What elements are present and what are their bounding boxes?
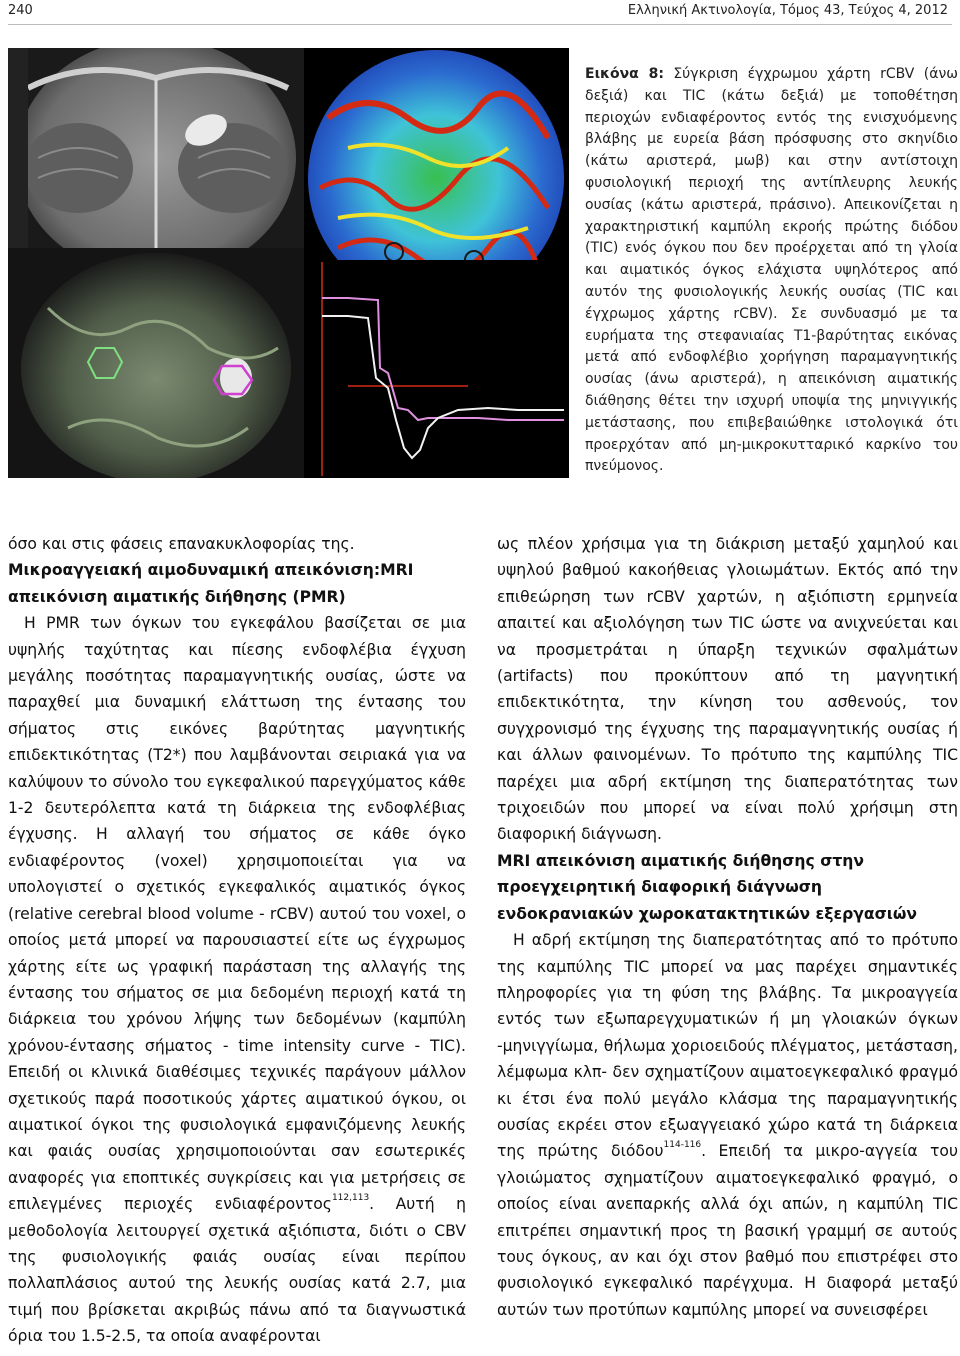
left-paragraph-1-cont: . Αυτή η μεθοδολογία λειτουργεί σχετικά αξιόπιστα, διότι ο CBV της φυσιολογικής φαιάς ουσίας είναι περίπου πολλαπλάσιος αυτού της λευκής ουσίας κατά 2.7, μια τιμή που βρίσκεται ακριβώς πάνω από τα διαγνωστικά όρια του 1.5-2.5, τα οποία αναφέρονται [8,1195,466,1346]
figure-8-image [8,48,569,478]
coronal-t1-panel [8,48,304,278]
right-paragraph-2-text: Η αδρή εκτίμηση της διαπερατότητας από το πρότυπο της καμπύλης TIC μπορεί να μας παρέχει σημαντικές πληροφορίες για τη φύση της βλάβης. Τα μικροαγγεία εντός των εξωπαρεγχυματικών ή μη γλοιακών όγκων -μηνιγγίωμα, θήλωμα χοριοειδούς πλέγματος, μετάσταση, λέμφωμα κλπ- δεν σχηματίζουν αιματοεγκεφαλικό φραγμό κι έτσι ένα πολύ μεγάλο κλάσμα της παραμαγνητικής ουσίας εκρέει στον εξωαγγειακό χώρο κατά τη διάρκεια της πρώτης διόδου [497,931,958,1161]
caption-label: Εικόνα 8: [585,66,664,82]
reference-114-116: 114-116 [663,1140,702,1151]
reference-112-113: 112,113 [331,1193,370,1204]
page-header [0,0,960,26]
right-paragraph-2 [497,927,958,1323]
section-heading-pmr: Μικροαγγειακή αιμοδυναμική απεικόνιση:MRI απεικόνιση αιματικής διήθησης (PMR) [8,561,414,606]
figure-caption [585,64,958,478]
journal-citation: Ελληνική Ακτινολογία, Τόμος 43, Τεύχος 4, 2012 [627,3,948,18]
page-number: 240 [8,3,33,18]
left-paragraph-1-text: Η PMR των όγκων του εγκεφάλου βασίζεται σε μια υψηλής ταχύτητας και πίεσης ενδοφλέβια έγχυση μεγάλης ποσότητας παραμαγνητικής ουσίας, ώστε να παραχθεί μια δυναμική ελάττωση της έντασης του σήματος στις εικόνες βαρύτητας μαγνητικής επιδεκτικότητας (T2*) που λαμβάνονται σειριακά για να καλύψουν το σύνολο του εγκεφαλικού παρεγχύματος κάθε 1-2 δευτερόλεπτα κατά τη διάρκεια της ενδοφλέβιας έγχυσης. Η αλλαγή του σήματος σε κάθε όγκο ενδιαφέροντος (voxel) χρησιμοποιείται για να υπολογιστεί ο σχετικός εγκεφαλικός αιματικός όγκος (relative cerebral blood volume - rCBV) αυτού του voxel, ο οποίος μετά μπορεί να παρουσιαστεί είτε ως έγχρωμος χάρτης είτε ως γραφική παράσταση της αλλαγής της έντασης του σήματος σε μια δεδομένη περιοχή κατά τη διάρκεια του χρόνου λήψης των δεδομένων (καμπύλη χρόνου-έντασης σήματος - time intensity curve - TIC). Επειδή οι κλινικά διαθέσιμες τεχνικές παράγουν μάλλον σχετικούς παρά ποσοτικούς χάρτες αιματικού όγκου, οι αιματικοί όγκοι της φυσιολογικά εμφανιζόμενης λευκής και φαιάς ουσίας χρησιμοποιούνται σαν εσωτερικές αναφορές για εποπτικές συγκρίσεις και για μετρήσεις σε επιλεγμένες περιοχές ενδιαφέροντος [8,614,466,1214]
left-intro: όσο και στις φάσεις επανακυκλοφορίας της. [8,535,355,553]
axial-roi-panel [8,248,304,478]
left-paragraph-1 [8,610,466,1349]
figure-8-composite [8,48,569,478]
header-rule [8,24,952,25]
right-paragraph-1: ως πλέον χρήσιμα για τη διάκριση μεταξύ χαμηλού και υψηλού βαθμού κακοήθειας γλοιωμάτων. Εκτός από την επιθεώρηση των rCBV χαρτών, η αξιόπιστη ερμηνεία απαιτεί και αξιολόγηση των TIC ώστε να ανιχνεύεται και να προσμετράται η ύπαρξη τεχνικών σφαλμάτων (artifacts) που προκύπτουν από τη μαγνητική επιδεκτικότητα, την κίνηση του ασθενούς, τον συγχρονισμό της έγχυσης της παραμαγνητικής ουσίας ή και άλλων φαινομένων. Το πρότυπο της καμπύλης TIC παρέχει μια αδρή εκτίμηση της διαπερατότητας των τριχοειδών που μπορεί να είναι πολύ χρήσιμη στη διαφορική διάγνωση. [497,535,958,844]
left-column [8,531,466,1350]
right-paragraph-2-cont: . Επειδή τα μικρο-αγγεία του γλοιώματος σχηματίζουν αιματοεγκεφαλικό φραγμό, ο οποίος είναι ανεπαρκής αλλά όχι απών, η καμπύλη TIC επιτρέπει σημαντική προς τη βασική γραμμή σε αυτούς τους όγκους, αν και όχι στον βαθμό που επιστρέφει στο φυσιολογικό εγκεφαλικό παρέγχυμα. Η διαφορά μεταξύ αυτών των προτύπων καμπύλης μπορεί να συνεισφέρει [497,1142,958,1319]
caption-text: Σύγκριση έγχρωμου χάρτη rCBV (άνω δεξιά) και TIC (κάτω δεξιά) με τοποθέτηση περιοχών ενδιαφέροντος εντός της ενισχυόμενης βλάβης με ευρεία βάση πρόσφυσης στο σκηνίδιο (κάτω αριστερά, μωβ) και στην αντίστοιχη φυσιολογική περιοχή της αντίπλευρης λευκής ουσίας (κάτω αριστερά, πράσινο). Απεικονίζεται η χαρακτηριστική καμπύλη εκροής πρώτης διόδου (TIC) ενός όγκου που δεν προέρχεται από τη γλοία και αιματικός όγκος ελάχιστα υψηλότερος από αυτόν της φυσιολογικής λευκής ουσίας (TIC και έγχρωμος χάρτης rCBV). Σε συνδυασμό με τα ευρήματα της στεφανιαίας T1-βαρύτητας εικόνας μετά από ενδοφλέβιο χορήγηση παραμαγνητικής ουσίας (άνω αριστερά), η απεικόνιση αιματικής διάθησης θέτει την ισχυρή υποψία της μηνιγγικής μετάστασης, που επιβεβαιώθηκε ιστολογικά ότι προερχόταν από μη-μικροκυτταρικό καρκίνο του πνεύμονος. [585,66,958,475]
tic-curve-panel [308,260,569,478]
section-heading-differential: MRI απεικόνιση αιματικής διήθησης στην προεγχειρητική διαφορική διάγνωση ενδοκρανιακών χωροκατακτητικών εξεργασιών [497,851,918,923]
right-column [497,531,958,1323]
